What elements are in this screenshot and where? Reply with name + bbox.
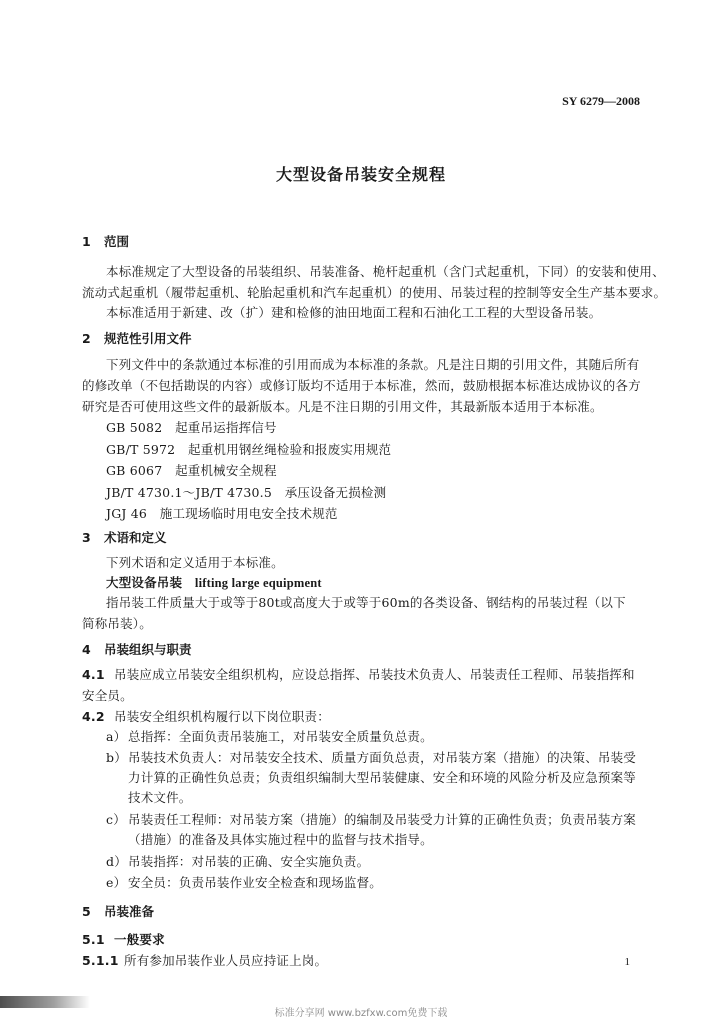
reference-item xyxy=(106,483,386,501)
reference-code: GB/T 5972 xyxy=(106,442,176,457)
section-title: 规范性引用文件 xyxy=(104,331,192,346)
list-item-d xyxy=(106,852,369,870)
term-chinese: 大型设备吊装 xyxy=(106,575,183,590)
clause-number: 5.1 xyxy=(82,932,105,947)
paragraph-line: 本标准规定了大型设备的吊装组织、吊装准备、桅杆起重机（含门式起重机，下同）的安装和使用、 xyxy=(106,264,665,279)
section-title: 吊装准备 xyxy=(104,904,155,919)
paragraph-line: 研究是否可使用这些文件的最新版本。凡是不注日期的引用文件，其最新版本适用于本标准。 xyxy=(82,399,603,414)
clause-title: 一般要求 xyxy=(114,932,165,947)
list-text: 吊装技术负责人：对吊装安全技术、质量方面负总责，对吊装方案（措施）的决策、吊装受 xyxy=(128,750,637,765)
list-text: 吊装指挥：对吊装的正确、安全实施负责。 xyxy=(128,854,370,869)
clause-4-1 xyxy=(82,665,635,683)
footer-watermark: 标准分享网 www.bzfxw.com免费下载 xyxy=(274,1008,448,1019)
document-title: 大型设备吊装安全规程 xyxy=(275,165,446,184)
clause-4-2 xyxy=(82,707,330,725)
list-text-continued: （措施）的准备及具体实施过程中的监督与技术指导。 xyxy=(128,832,433,847)
clause-5-1-1 xyxy=(82,951,327,969)
clause-text: 吊装应成立吊装安全组织机构，应设总指挥、吊装技术负责人、吊装责任工程师、吊装指挥和 xyxy=(114,667,635,682)
clause-text: 所有参加吊装作业人员应持证上岗。 xyxy=(124,953,328,968)
paragraph-line: 简称吊装）。 xyxy=(82,616,152,631)
standard-code: SY 6279—2008 xyxy=(562,94,640,108)
paragraph-line: 安全员。 xyxy=(82,688,133,703)
reference-item xyxy=(106,461,277,479)
reference-title: 承压设备无损检测 xyxy=(284,485,387,500)
reference-title: 起重机械安全规程 xyxy=(175,463,277,478)
section-1-heading xyxy=(82,232,129,250)
clause-number: 4.2 xyxy=(82,709,105,724)
paragraph-line: 本标准适用于新建、改（扩）建和检修的油田地面工程和石油化工工程的大型设备吊装。 xyxy=(106,305,602,320)
paragraph-line: 流动式起重机（履带起重机、轮胎起重机和汽车起重机）的使用、吊装过程的控制等安全生产基本要求。 xyxy=(82,285,667,300)
clause-text: 吊装安全组织机构履行以下岗位职责： xyxy=(114,709,330,724)
reference-item xyxy=(106,440,391,458)
clause-number: 5.1.1 xyxy=(82,953,119,968)
list-marker: b） xyxy=(106,750,127,765)
section-title: 术语和定义 xyxy=(104,530,167,545)
page-number: 1 xyxy=(624,956,630,968)
reference-item xyxy=(106,418,277,436)
reference-item xyxy=(106,504,338,522)
term-entry xyxy=(106,573,322,591)
reference-code: GB 6067 xyxy=(106,463,163,478)
list-text-continued: 力计算的正确性负总责；负责组织编制大型吊装健康、安全和环境的风险分析及应急预案等 xyxy=(128,770,637,785)
list-item-c xyxy=(106,810,636,828)
reference-code: JB/T 4730.1～JB/T 4730.5 xyxy=(106,485,273,500)
clause-5-1 xyxy=(82,930,165,948)
term-english: lifting large equipment xyxy=(194,576,322,590)
paragraph-line: 下列术语和定义适用于本标准。 xyxy=(106,555,284,570)
list-text: 吊装责任工程师：对吊装方案（措施）的编制及吊装受力计算的正确性负责；负责吊装方案 xyxy=(128,812,637,827)
section-number: 4 xyxy=(82,642,91,657)
reference-code: GB 5082 xyxy=(106,420,163,435)
section-4-heading xyxy=(82,640,192,658)
reference-code: JGJ 46 xyxy=(106,506,148,521)
list-item-b xyxy=(106,748,636,766)
list-item-a xyxy=(106,727,433,745)
paragraph-line: 下列文件中的条款通过本标准的引用而成为本标准的条款。凡是注日期的引用文件，其随后所有 xyxy=(106,357,640,372)
section-number: 1 xyxy=(82,234,91,249)
list-marker: e） xyxy=(106,875,127,890)
reference-title: 起重机用钢丝绳检验和报废实用规范 xyxy=(188,442,392,457)
list-text-continued: 技术文件。 xyxy=(128,790,192,805)
section-title: 范围 xyxy=(104,234,130,249)
section-2-heading xyxy=(82,329,192,347)
section-number: 5 xyxy=(82,904,91,919)
list-item-e xyxy=(106,873,382,891)
reference-title: 施工现场临时用电安全技术规范 xyxy=(159,506,338,521)
clause-number: 4.1 xyxy=(82,667,105,682)
section-number: 2 xyxy=(82,331,91,346)
list-text: 安全员：负责吊装作业安全检查和现场监督。 xyxy=(128,875,383,890)
section-number: 3 xyxy=(82,530,91,545)
list-marker: c） xyxy=(106,812,126,827)
section-5-heading xyxy=(82,902,154,920)
section-3-heading xyxy=(82,528,167,546)
list-marker: a） xyxy=(106,729,127,744)
list-text: 总指挥：全面负责吊装施工，对吊装安全质量负总责。 xyxy=(128,729,433,744)
paragraph-line: 的修改单（不包括勘误的内容）或修订版均不适用于本标准，然而，鼓励根据本标准达成协议的各方 xyxy=(82,378,641,393)
paragraph-line: 指吊装工件质量大于或等于80t或高度大于或等于60m的各类设备、钢结构的吊装过程（以下 xyxy=(106,595,626,610)
section-title: 吊装组织与职责 xyxy=(104,642,192,657)
list-marker: d） xyxy=(106,854,127,869)
reference-title: 起重吊运指挥信号 xyxy=(175,420,277,435)
